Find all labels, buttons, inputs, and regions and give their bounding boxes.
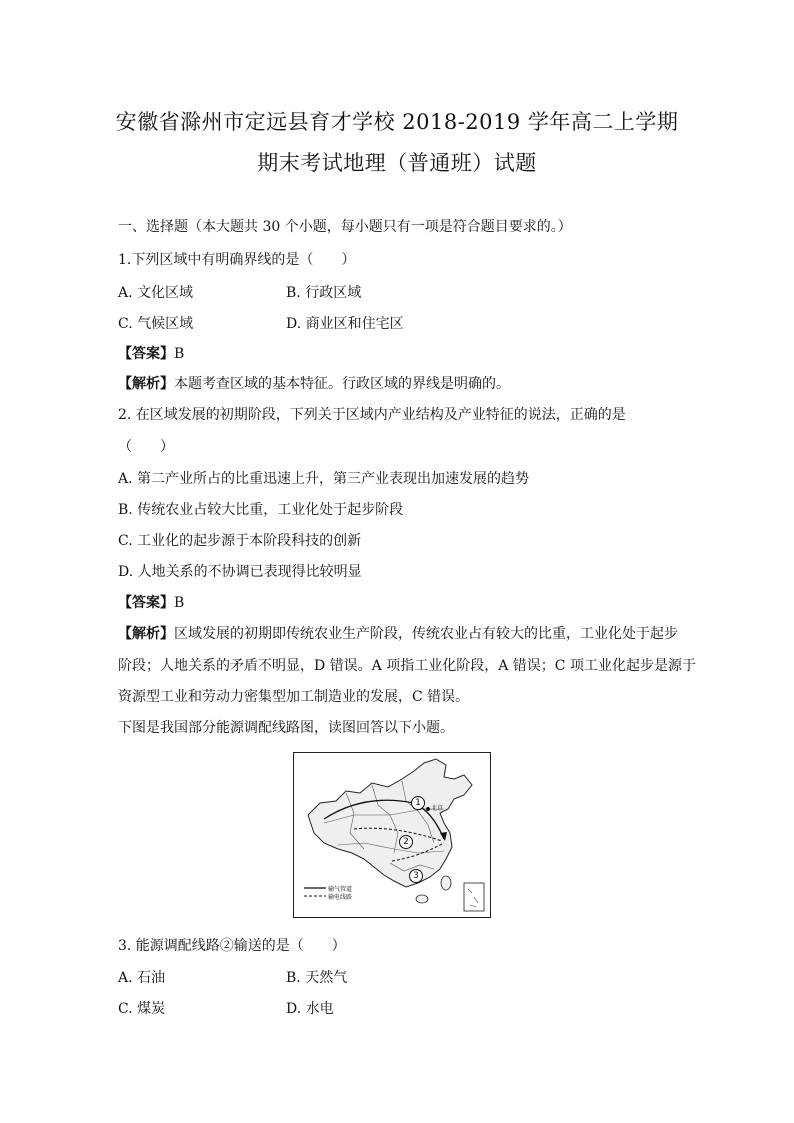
q3-stem: 3. 能源调配线路②输送的是（ ） (118, 938, 346, 954)
q2-stem-line1: 2. 在区域发展的初期阶段，下列关于区域内产业结构及产业特征的说法，正确的是 (118, 407, 626, 423)
q2-option-d: D. 人地关系的不协调已表现得比较明显 (118, 564, 362, 580)
q1-answer (118, 343, 184, 363)
city-label-beijing: 北京 (431, 805, 444, 812)
analysis-text: 本题考查区域的基本特征。行政区域的界线是明确的。 (174, 376, 510, 392)
answer-value: B (174, 595, 185, 611)
q1-analysis (118, 373, 510, 393)
document-title-line2: 期末考试地理（普通班）试题 (257, 151, 537, 175)
energy-route-map (293, 752, 491, 918)
q1-stem: 1.下列区域中有明确界线的是（ ） (118, 252, 356, 268)
q2-analysis-line1 (118, 623, 678, 643)
q2-analysis-line3: 资源型工业和劳动力密集型加工制造业的发展，C 错误。 (118, 689, 470, 705)
route-marker-2: 2 (399, 835, 413, 849)
answer-value: B (174, 346, 185, 362)
analysis-text: 区域发展的初期即传统农业生产阶段，传统农业占有较大的比重，工业化处于起步 (174, 626, 678, 642)
q3-option-a: A. 石油 (118, 970, 166, 986)
q1-option-d: D. 商业区和住宅区 (286, 316, 404, 332)
answer-label: 【答案】 (118, 595, 174, 611)
china-map-drawing (294, 753, 490, 917)
q2-answer (118, 592, 184, 612)
analysis-label: 【解析】 (118, 376, 174, 392)
legend-power-line: 输电线路 (328, 894, 353, 901)
section-heading: 一、选择题（本大题共 30 个小题，每小题只有一项是符合题目要求的。） (118, 219, 572, 235)
q3-option-d: D. 水电 (286, 1001, 334, 1017)
q1-option-a: A. 文化区域 (118, 285, 194, 301)
answer-label: 【答案】 (118, 346, 174, 362)
q2-analysis-line2: 阶段；人地关系的矛盾不明显，D 错误。A 项指工业化阶段，A 错误；C 项工业化起步是源于 (118, 658, 696, 674)
route-marker-1: 1 (411, 796, 425, 810)
figure-intro: 下图是我国部分能源调配线路图，读图回答以下小题。 (118, 720, 454, 736)
q1-option-b: B. 行政区域 (286, 285, 362, 301)
document-title-line1: 安徽省滁州市定远县育才学校 2018-2019 学年高二上学期 (115, 110, 679, 134)
q2-stem-line2: （ ） (118, 439, 174, 455)
q3-option-b: B. 天然气 (286, 970, 348, 986)
analysis-label: 【解析】 (118, 626, 174, 642)
q2-option-b: B. 传统农业占较大比重，工业化处于起步阶段 (118, 502, 404, 518)
q2-option-c: C. 工业化的起步源于本阶段科技的创新 (118, 533, 362, 549)
route-marker-3: 3 (409, 869, 423, 883)
q3-option-c: C. 煤炭 (118, 1001, 166, 1017)
q1-option-c: C. 气候区域 (118, 316, 194, 332)
legend-gas-pipeline: 输气管道 (328, 886, 353, 893)
q2-option-a: A. 第二产业所占的比重迅速上升，第三产业表现出加速发展的趋势 (118, 471, 530, 487)
